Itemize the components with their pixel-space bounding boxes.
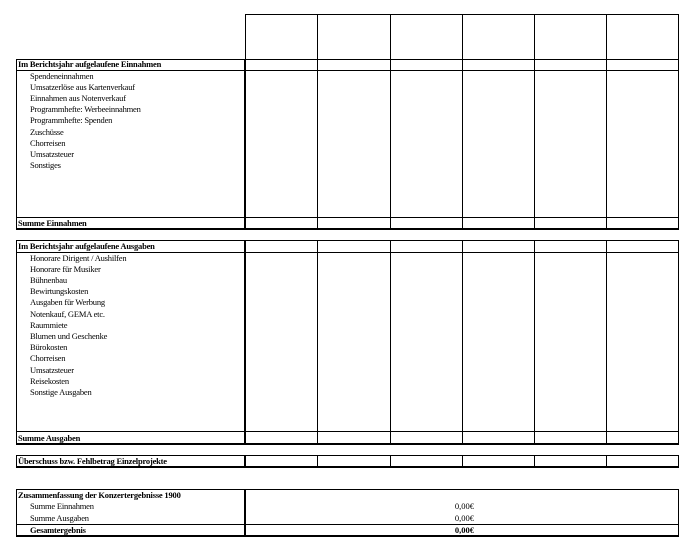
expense-item: Reisekosten: [30, 376, 69, 386]
income-item: Einnahmen aus Notenverkauf: [30, 93, 126, 103]
expense-item: Bürokosten: [30, 342, 68, 352]
summary-income-label: Summe Einnahmen: [30, 501, 94, 511]
income-item: Programmhefte: Werbeeinnahmen: [30, 104, 141, 114]
income-item: Spendeneinnahmen: [30, 71, 94, 81]
expenses-header: Im Berichtsjahr aufgelaufene Ausgaben: [18, 241, 155, 251]
surplus-label: Überschuss bzw. Fehlbetrag Einzelprojekte: [18, 456, 167, 466]
expense-item: Umsatzsteuer: [30, 365, 74, 375]
expense-item: Ausgaben für Werbung: [30, 297, 105, 307]
income-item: Chorreisen: [30, 138, 66, 148]
income-header: Im Berichtsjahr aufgelaufene Einnahmen: [18, 59, 162, 69]
income-item: Programmhefte: Spenden: [30, 115, 113, 125]
summary-income-value: 0,00€: [454, 501, 474, 511]
income-total-label: Summe Einnahmen: [18, 218, 87, 228]
expense-item: Blumen und Geschenke: [30, 331, 108, 341]
expense-item: Chorreisen: [30, 353, 66, 363]
expense-item: Notenkauf, GEMA etc.: [30, 309, 105, 319]
expense-item: Raummiete: [30, 320, 68, 330]
income-item: Sonstiges: [30, 160, 61, 170]
summary-total-value: 0,00€: [454, 525, 474, 535]
expense-item: Honorare Dirigent / Aushilfen: [30, 253, 127, 263]
expense-item: Bühnenbau: [30, 275, 67, 285]
expenses-total-label: Summe Ausgaben: [18, 433, 81, 443]
summary-total-label: Gesamtergebnis: [30, 525, 86, 535]
expense-item: Sonstige Ausgaben: [30, 387, 92, 397]
summary-expenses-value: 0,00€: [454, 513, 474, 523]
income-item: Umsatzerlöse aus Kartenverkauf: [30, 82, 135, 92]
summary-expenses-label: Summe Ausgaben: [30, 513, 89, 523]
expense-item: Bewirtungskosten: [30, 286, 89, 296]
expense-item: Honorare für Musiker: [30, 264, 101, 274]
income-item: Zuschüsse: [30, 127, 64, 137]
income-item: Umsatzsteuer: [30, 149, 74, 159]
summary-header: Zusammenfassung der Konzertergebnisse 1900: [18, 490, 181, 500]
